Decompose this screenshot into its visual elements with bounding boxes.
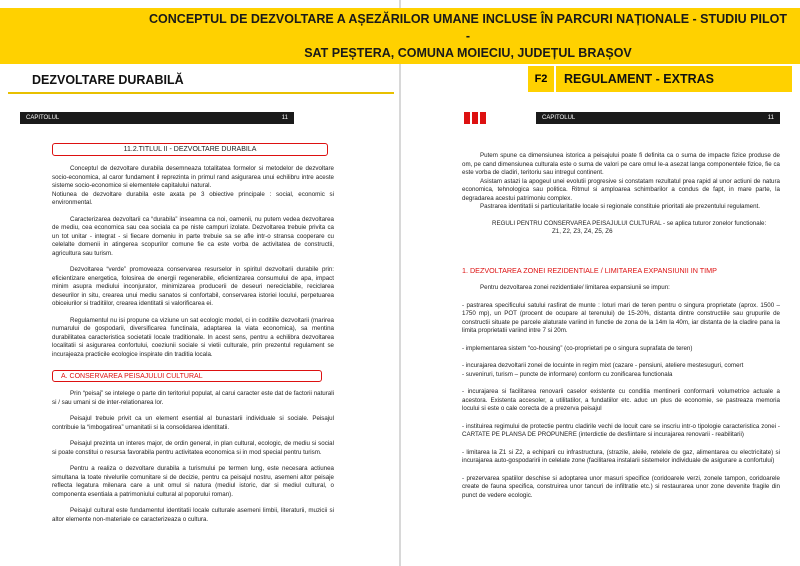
chapter-number: 11 (281, 115, 288, 121)
left-text-bottom (52, 390, 334, 524)
bullet-item: - pastrarea specificului satului rasfirat de munte : loturi mari de teren pentru o singura proprietate (aprox. 1500 – 1750 mp), un POT (procent de ocupare al terenului) de 15-20%, distanta dintre constructiile sau grupurile de constructii situate pe parcele alaturate variind in functie de zona de la 14m la 40m, iar distanta de la cladire pana la limita proprietatii variind intre 7 si 20m. (462, 301, 780, 334)
reguli-line: REGULI PENTRU CONSERVAREA PEISAJULUI CULTURAL - se aplica tuturor zonelor functionale: (492, 219, 767, 227)
chapter-number: 11 (767, 115, 774, 121)
chapter-red-marker (464, 112, 470, 124)
paragraph: Conceptul de dezvoltare durabila desemneaza totalitatea formelor si metodelor de dezvoltare socio-economica, al caror fundament il reprezinta in primul rand asigurarea unui echilibru intre aceste sisteme socio-economice si elementele capitalului natural. (52, 165, 334, 189)
paragraph: Peisajul cultural este fundamentul identitatii locale culturale asemeni limbii, literaturii, muzicii si altor elemente non-materiale ce caracterizeaza o cultura. (52, 507, 334, 523)
chapter-bar (20, 112, 294, 124)
chapter-label: CAPITOLUL (26, 115, 60, 121)
right-page (400, 0, 800, 566)
page-gutter (399, 0, 401, 566)
right-text-bottom (462, 284, 780, 500)
title-banner (0, 8, 800, 64)
paragraph: Pastrarea identitatii si particularitatile locale si regionale constituie prioritati ale prezentului regulament. (480, 203, 760, 210)
banner-title (148, 11, 788, 62)
paragraph: Peisajul prezinta un interes major, de ordin general, in plan cultural, ecologic, de mediu si social si poate constitui o resursa favorabila pentru activitatea economica si in mod special pentru turism. (52, 440, 334, 456)
reguli-zones: Z1, Z2, Z3, Z4, Z5, Z6 (552, 228, 613, 235)
paragraph: Asistam astazi la apogeul unei evolutii progresive si constatam rezultatul prea rapid al unor actiuni de natura economica, tehnologica sau politica. Ritmul si amploarea schimbarilor a condus de fapt, in mare parte, la degradarea acestui patrimoniu complex. (462, 177, 780, 202)
intro: Pentru dezvoltarea zonei rezidentiale/ limitarea expansiunii se impun: (480, 284, 670, 291)
left-section-title: DEZVOLTARE DURABILĂ (32, 73, 184, 87)
title-box: 11.2.TITLUL II - DEZVOLTARE DURABILA (52, 143, 328, 156)
bullet-item: - limitarea la Z1 si Z2, a echiparii cu infrastructura, (strazile, aleile, retelele de gaz, alimentarea cu electricitate) si incurajarea auto-gospodaririi in celelate zone (facilitarea instalarii sistemelor individuale de asigurare a confortului) (462, 448, 780, 464)
left-divider (8, 92, 394, 94)
bullet-item: - prezervarea spatiilor deschise si adoptarea unor masuri specifice (coridoarele verzi, zonele tampon, coridoarele create de fauna specifica, construirea unor tancuri de infiltratie etc.) si restaurarea unor zone devenite fragile din punct de vedere ecologic. (462, 474, 780, 499)
bullet-item: - implementarea sistem “co-housing” (co-proprietari pe o singura suprafata de teren) (462, 344, 693, 352)
bullet-item: - incurajarea dezvoltarii zonei de locuinte in regim mixt (cazare - pensiuni, ateliere mestesuguri, comert - suveniruri, turism – puncte de informare) conform cu zonificarea functionala (462, 362, 744, 378)
chapter-label: CAPITOLUL (542, 115, 576, 121)
paragraph: Notiunea de dezvoltare durabila este axata pe 3 obiective principale : social, economic si environmental. (52, 190, 334, 206)
right-text-top (462, 152, 780, 237)
chapter-red-marker (472, 112, 478, 124)
banner-line-2: SAT PEȘTERA, COMUNA MOIECIU, JUDEȚUL BRAȘOV (304, 45, 632, 60)
chapter-bar (536, 112, 780, 124)
section-a-box: A. CONSERVAREA PEISAJULUI CULTURAL (52, 370, 322, 382)
paragraph: Peisajul trebuie privit ca un element esential al bunastarii individuale si sociale. Peisajul contribuie la “imbogatirea” umanitatii si la consolidarea identitatii. (52, 415, 334, 431)
banner-line-1: CONCEPTUL DE DEZVOLTARE A AȘEZĂRILOR UMANE INCLUSE ÎN PARCURI NAȚIONALE - STUDIU PILOT - (149, 11, 787, 43)
paragraph: Dezvoltarea “verde” promoveaza conservarea resurselor in spiritul dezvoltarii durabile prin: eficientizare energetica, folosirea de energii regenerabile, eficientizarea consumului de apa, impact minim asupra mediului inconjurator, minimizarea producerii de deseuri nereciclabile, reciclarea deseurilor in situ, crearea unui mediu sanatos si confortabil, conservarea istoriei locului, perpetuarea obiceiurilor si traditiilor, crearea identitatii si valorificarea ei. (52, 266, 334, 307)
bullet-item: - instituirea regimului de protectie pentru cladirile vechi de locuit care se inscriu intr-o tipologie caracteristica zonei - CARTATE PE PLANSA DE PROPUNERE (interdictie de desfiintare si incurajarea renovarii - reabilitarii) (462, 422, 780, 438)
paragraph: Regulamentul nu isi propune ca viziune un sat ecologic model, ci in coditiile dezvoltarii (marirea numarului de gospodarii, diversificarea functinala, adaptarea la viata economica), sa mentina durabilitatea caracteristica societatii locale traditionale. In acest sens, pentru a echilibra dezvoltarea localitatii si asigurarea confortului, coeziunii sociale si vietii culturale, prin prezentul regulament se incurajeaza practicile ecologice inspirate din traditia locala. (52, 316, 334, 358)
paragraph: Caracterizarea dezvoltarii ca “durabila” inseamna ca noi, oamenii, nu putem vedea dezvoltarea de mediu, cea economica sau cea sociala ca pe niste campuri izolate. Dezvoltarea trebuie privita ca un tot unitar - integrat - si fiecare domeniu in parte trebuie sa se afle intr-o stransa cooperare cu celelalte domenii in atingerea scopurilor comune fie ca este vorba de activitatea de constructii, agricultura sau turism. (52, 215, 334, 257)
bullet-item: - incurajarea si facilitarea renovarii caselor existente cu conditia mentinerii conformarii volumetrice actuale a acestora. Existenta accesoler, a utilitatilor, a fundatiilor etc. aduc un plus de economie, se pastreaza memoria locului si este o cale corecta de a prezerva peisajul (462, 388, 780, 412)
heading-1: 1. DEZVOLTAREA ZONEI REZIDENTIALE / LIMITAREA EXPANSIUNII IN TIMP (462, 266, 717, 275)
left-text-top (52, 165, 334, 359)
f2-badge: F2 (528, 66, 554, 92)
paragraph: Pentru a realiza o dezvoltare durabila a turismului pe termen lung, este necesara actiunea simultana la toate nivelurile comunitare si de decizie, pentru ca peisajul nostru, asemeni altor peisaje reflecta legatura milenara care a unit omul si natura (mediul istoric, dar si mediul cultural, o componenta esentiala a patrimoniului cultural al poporului roman). (52, 465, 334, 498)
paragraph: Prin “peisaj” se intelege o parte din teritoriul populat, al carui caracter este dat de factorii naturali si / sau umani si de inter-relationarea lor. (52, 390, 334, 406)
chapter-red-marker (480, 112, 486, 124)
paragraph: Putem spune ca dimensiunea istorica a peisajului poate fi definita ca o suma de impacte fizice produse de om, pe cand dimensiunea culturala este o suma de valori pe care omul le-a asezat langa componentele fizice, fie ca este vorba de cladiri, teritoriu sau intregul continent. (462, 152, 780, 176)
right-section-title: REGULAMENT - EXTRAS (556, 66, 792, 92)
